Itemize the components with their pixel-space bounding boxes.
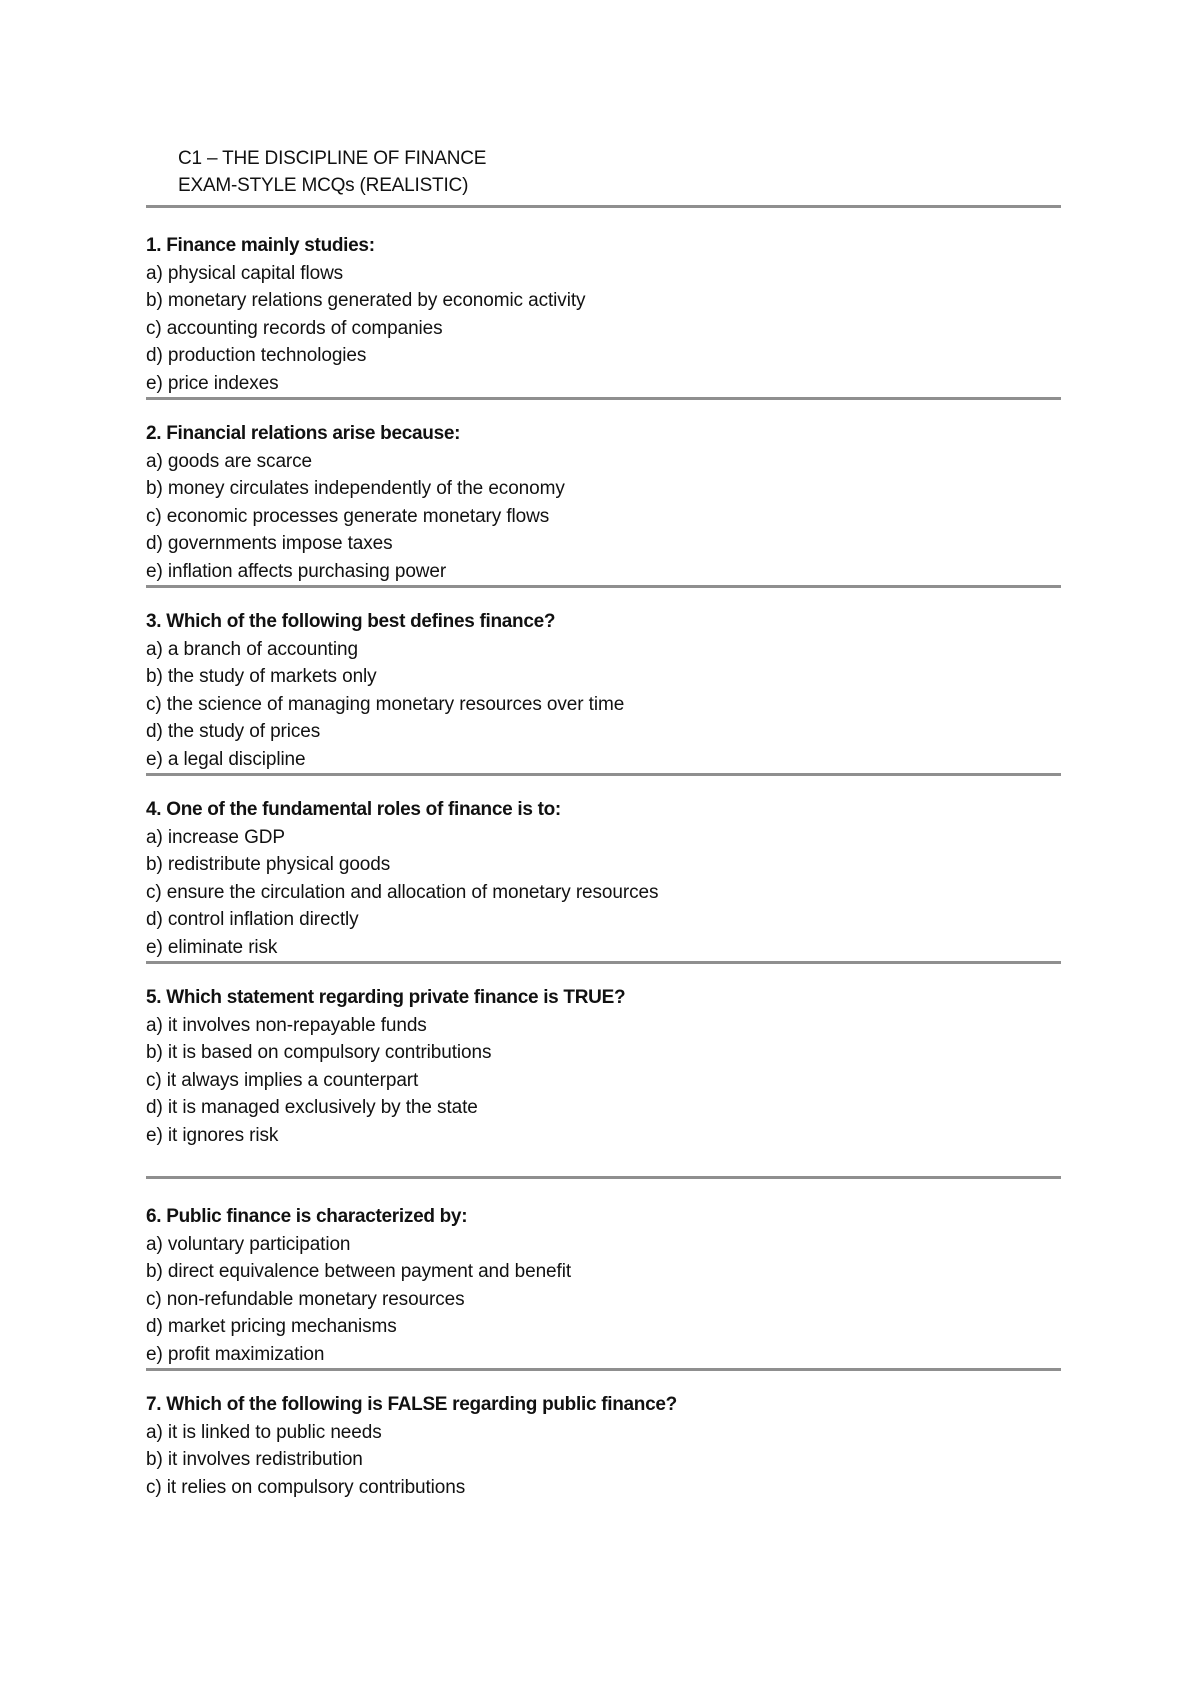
question-5	[146, 964, 1061, 1149]
option-a: a) a branch of accounting	[146, 638, 358, 660]
option-c: c) economic processes generate monetary flows	[146, 505, 550, 527]
option-d: d) the study of prices	[146, 721, 321, 742]
option-a: a) physical capital flows	[146, 262, 344, 284]
option-e: e) inflation affects purchasing power	[146, 560, 447, 582]
option-a: a) it is linked to public needs	[146, 1421, 382, 1443]
option-d: d) control inflation directly	[146, 909, 359, 930]
option-list	[146, 1231, 1061, 1369]
option-a: a) increase GDP	[146, 826, 285, 848]
option-c: c) non-refundable monetary resources	[146, 1288, 465, 1310]
option-b: b) money circulates independently of the economy	[146, 478, 565, 499]
title-line-1: C1 – THE DISCIPLINE OF FINANCE	[178, 148, 487, 169]
option-list	[146, 636, 1061, 774]
question-6	[146, 1179, 1061, 1368]
option-c: c) it relies on compulsory contributions	[146, 1476, 466, 1498]
option-b: b) it is based on compulsory contributions	[146, 1042, 492, 1063]
option-b: b) monetary relations generated by economic activity	[146, 290, 586, 311]
document-title	[146, 145, 1061, 199]
question-prompt: 7. Which of the following is FALSE regarding public finance?	[146, 1394, 677, 1415]
option-c: c) it always implies a counterpart	[146, 1069, 419, 1091]
option-e: e) it ignores risk	[146, 1124, 279, 1146]
question-prompt: 1. Finance mainly studies:	[146, 235, 375, 256]
option-e: e) profit maximization	[146, 1343, 325, 1365]
option-d: d) market pricing mechanisms	[146, 1316, 397, 1337]
option-b: b) direct equivalence between payment and benefit	[146, 1261, 571, 1282]
option-e: e) eliminate risk	[146, 936, 278, 958]
option-list	[146, 1012, 1061, 1150]
option-list	[146, 1419, 1061, 1502]
title-line-2: EXAM-STYLE MCQs (REALISTIC)	[178, 175, 469, 196]
question-2	[146, 400, 1061, 585]
question-prompt: 4. One of the fundamental roles of finance is to:	[146, 799, 561, 820]
option-d: d) production technologies	[146, 345, 367, 366]
question-prompt: 3. Which of the following best defines finance?	[146, 611, 556, 632]
question-prompt: 5. Which statement regarding private finance is TRUE?	[146, 987, 626, 1008]
option-list	[146, 260, 1061, 398]
option-b: b) it involves redistribution	[146, 1449, 363, 1470]
question-4	[146, 776, 1061, 961]
option-d: d) governments impose taxes	[146, 533, 393, 554]
option-e: e) a legal discipline	[146, 748, 306, 770]
question-3	[146, 588, 1061, 773]
option-list	[146, 448, 1061, 586]
question-prompt: 2. Financial relations arise because:	[146, 423, 461, 444]
question-1	[146, 208, 1061, 397]
option-list	[146, 824, 1061, 962]
question-prompt: 6. Public finance is characterized by:	[146, 1206, 468, 1227]
option-e: e) price indexes	[146, 372, 279, 394]
option-d: d) it is managed exclusively by the state	[146, 1097, 478, 1118]
option-a: a) voluntary participation	[146, 1233, 351, 1255]
option-b: b) redistribute physical goods	[146, 854, 391, 875]
option-c: c) ensure the circulation and allocation of monetary resources	[146, 881, 659, 903]
question-7	[146, 1371, 1061, 1501]
document-content	[146, 145, 1061, 1501]
option-c: c) accounting records of companies	[146, 317, 443, 339]
option-c: c) the science of managing monetary resources over time	[146, 693, 625, 715]
option-a: a) goods are scarce	[146, 450, 313, 472]
option-b: b) the study of markets only	[146, 666, 377, 687]
option-a: a) it involves non-repayable funds	[146, 1014, 427, 1036]
